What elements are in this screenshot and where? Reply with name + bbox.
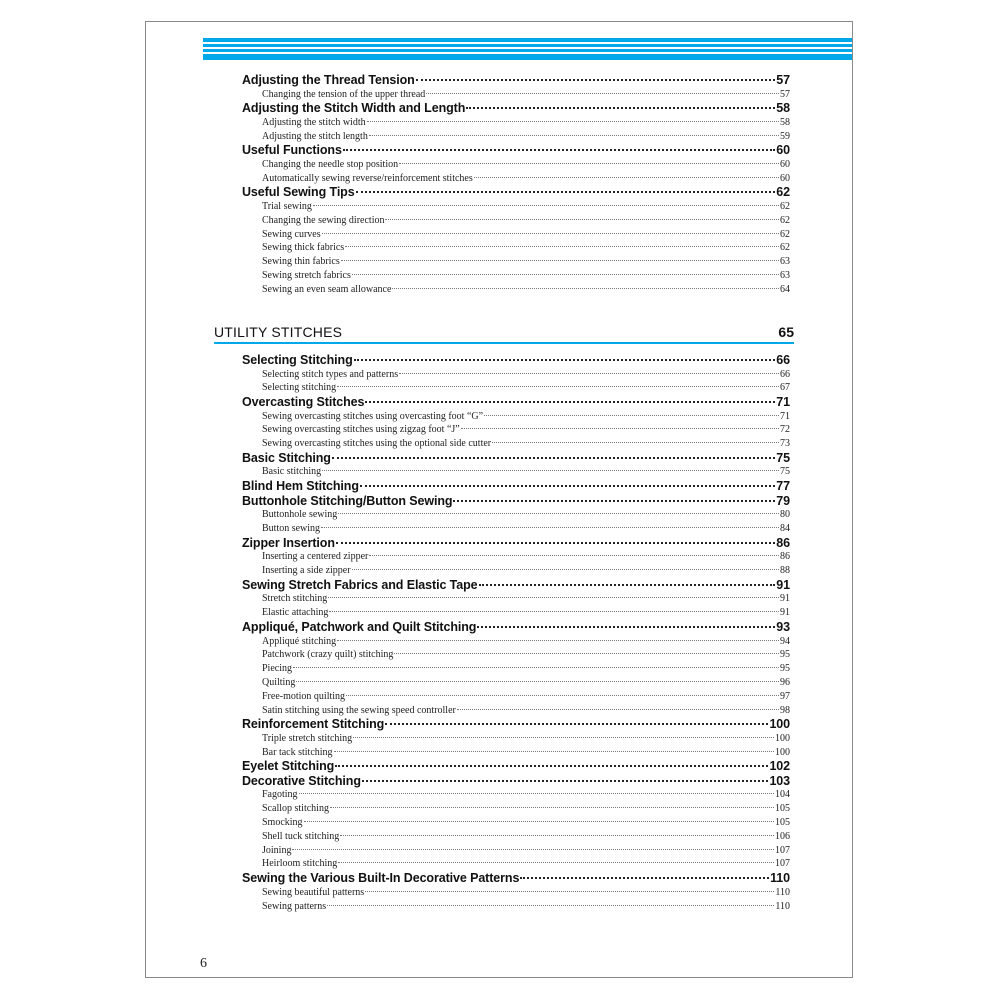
toc-subentry-title: Triple stretch stitching — [262, 732, 353, 744]
toc-entry-title: Overcasting Stitches — [242, 395, 365, 410]
toc-subentry-title: Sewing thin fabrics — [262, 256, 340, 268]
toc-subentry-title: Fagoting — [262, 789, 298, 801]
toc-subentry-title: Selecting stitching — [262, 382, 337, 394]
toc-subentry-page: 71 — [780, 410, 790, 422]
dot-leader — [362, 780, 769, 782]
dot-leader — [341, 260, 779, 261]
dot-leader — [466, 107, 775, 109]
toc-entry-title: Reinforcement Stitching — [242, 717, 385, 732]
toc-subentry-title: Quilting — [262, 676, 296, 688]
toc-subentry-title: Sewing beautiful patterns — [262, 886, 365, 898]
toc-subentry-title: Sewing an even seam allowance — [262, 283, 392, 295]
toc-subentry — [242, 172, 790, 186]
dot-leader — [385, 723, 768, 725]
toc-subentry — [242, 788, 790, 802]
toc-subentry — [242, 214, 790, 228]
toc-subentry-page: 60 — [780, 172, 790, 184]
toc-entry-page: 100 — [769, 717, 790, 732]
dot-leader — [328, 597, 779, 598]
toc-entry-page: 62 — [776, 185, 790, 200]
toc-subentry-page: 67 — [780, 382, 790, 394]
toc-subentry — [242, 368, 790, 382]
toc-subentry-page: 63 — [780, 256, 790, 268]
toc-subentry — [242, 816, 790, 830]
toc-subentry — [242, 606, 790, 620]
toc-subentry — [242, 88, 790, 102]
toc-subentry-page: 75 — [780, 466, 790, 478]
header-color-band — [203, 38, 852, 60]
toc-entry — [242, 395, 790, 410]
dot-leader — [338, 862, 774, 863]
toc-subentry — [242, 676, 790, 690]
toc-subentry-page: 100 — [775, 732, 790, 744]
toc-subentry-page: 98 — [780, 704, 790, 716]
toc-subentry-title: Shell tuck stitching — [262, 830, 340, 842]
toc-subentry-page: 59 — [780, 130, 790, 142]
toc-subentry — [242, 648, 790, 662]
dot-leader — [365, 891, 774, 892]
toc-subentry-title: Sewing overcasting stitches using overcasting foot “G” — [262, 410, 484, 422]
dot-leader — [337, 640, 779, 641]
dot-leader — [399, 163, 779, 164]
dot-leader — [369, 555, 779, 556]
toc-entry-title: Adjusting the Thread Tension — [242, 73, 415, 87]
toc-subentry — [242, 550, 790, 564]
dot-leader — [457, 709, 779, 710]
dot-leader — [321, 527, 779, 528]
toc-entry-title: Buttonhole Stitching/Button Sewing — [242, 493, 453, 508]
dot-leader — [334, 751, 774, 752]
toc-subentry — [242, 410, 790, 424]
toc-entry — [242, 494, 790, 509]
dot-leader — [296, 681, 779, 682]
dot-leader — [335, 765, 768, 767]
toc-subentry-title: Free-motion quilting — [262, 690, 346, 702]
toc-entry-page: 103 — [769, 773, 790, 788]
toc-subentry-page: 105 — [775, 803, 790, 815]
toc-entry-page: 102 — [769, 759, 790, 774]
toc-entry — [242, 185, 790, 200]
chapter-page: 65 — [778, 324, 794, 340]
toc-subentry-title: Sewing stretch fabrics — [262, 269, 351, 281]
toc-entry-title: Sewing the Various Built-In Decorative Patterns — [242, 871, 520, 886]
dot-leader — [477, 626, 775, 628]
toc-subentry-page: 73 — [780, 438, 790, 450]
dot-leader — [346, 695, 779, 696]
toc-subentry — [242, 564, 790, 578]
toc-subentry-title: Satin stitching using the sewing speed controller — [262, 704, 456, 716]
toc-subentry-title: Changing the needle stop position — [262, 158, 399, 170]
toc-subentry-title: Patchwork (crazy quilt) stitching — [262, 649, 394, 661]
dot-leader — [352, 569, 779, 570]
toc-subentry — [242, 228, 790, 242]
toc-subentry-title: Adjusting the stitch length — [262, 130, 368, 142]
toc-subentry-page: 95 — [780, 663, 790, 675]
toc-subentry — [242, 690, 790, 704]
toc-subentry — [242, 844, 790, 858]
toc-entry-title: Useful Functions — [242, 143, 342, 158]
toc-entry-page: 91 — [776, 577, 790, 592]
toc-subentry-title: Inserting a side zipper — [262, 565, 351, 577]
toc-entry — [242, 73, 790, 88]
toc-subentry — [242, 283, 790, 297]
toc-subentry-page: 84 — [780, 523, 790, 535]
toc-subentry — [242, 635, 790, 649]
dot-leader — [299, 793, 774, 794]
toc-subentry-page: 66 — [780, 368, 790, 380]
dot-leader — [385, 219, 779, 220]
toc-subentry — [242, 200, 790, 214]
toc-section-maintenance — [242, 73, 790, 297]
toc-subentry — [242, 255, 790, 269]
toc-subentry-title: Buttonhole sewing — [262, 509, 338, 521]
dot-leader — [343, 149, 775, 151]
toc-subentry-title: Changing the sewing direction — [262, 214, 385, 226]
toc-entry-title: Eyelet Stitching — [242, 759, 335, 774]
dot-leader — [345, 246, 779, 247]
toc-subentry-title: Joining — [262, 844, 292, 856]
toc-subentry-title: Automatically sewing reverse/reinforcement stitches — [262, 172, 473, 184]
chapter-title: UTILITY STITCHES — [214, 324, 343, 340]
toc-subentry — [242, 857, 790, 871]
chapter-heading — [214, 322, 794, 344]
toc-subentry-title: Sewing overcasting stitches using zigzag foot “J” — [262, 424, 460, 436]
toc-subentry-page: 110 — [775, 900, 790, 912]
toc-section-utility-stitches — [242, 353, 790, 913]
dot-leader — [329, 611, 779, 612]
toc-entry — [242, 578, 790, 593]
toc-entry-page: 110 — [770, 871, 790, 886]
dot-leader — [354, 359, 776, 361]
toc-entry-title: Adjusting the Stitch Width and Length — [242, 101, 466, 116]
dot-leader — [484, 415, 779, 416]
toc-subentry-page: 97 — [780, 690, 790, 702]
toc-subentry-title: Heirloom stitching — [262, 858, 338, 870]
toc-entry-title: Blind Hem Stitching — [242, 479, 359, 494]
toc-subentry — [242, 900, 790, 914]
toc-subentry-page: 95 — [780, 649, 790, 661]
toc-subentry-title: Appliqué stitching — [262, 635, 337, 647]
toc-entry-title: Basic Stitching — [242, 450, 331, 465]
toc-subentry-page: 63 — [780, 269, 790, 281]
dot-leader — [337, 386, 779, 387]
toc-subentry — [242, 522, 790, 536]
toc-subentry — [242, 662, 790, 676]
toc-subentry-page: 91 — [780, 607, 790, 619]
dot-leader — [453, 500, 775, 502]
toc-subentry-page: 100 — [775, 746, 790, 758]
toc-subentry-title: Sewing overcasting stitches using the optional side cutter — [262, 438, 492, 450]
dot-leader — [330, 807, 774, 808]
toc-subentry-title: Adjusting the stitch width — [262, 116, 366, 128]
toc-entry — [242, 717, 790, 732]
toc-entry — [242, 871, 790, 886]
dot-leader — [322, 233, 779, 234]
toc-subentry-page: 107 — [775, 858, 790, 870]
toc-entry-page: 75 — [776, 450, 790, 465]
toc-subentry — [242, 116, 790, 130]
toc-subentry-page: 64 — [780, 283, 790, 295]
toc-subentry-title: Trial sewing — [262, 200, 312, 212]
manual-page — [145, 21, 853, 978]
toc-subentry-page: 88 — [780, 565, 790, 577]
toc-entry-title: Appliqué, Patchwork and Quilt Stitching — [242, 620, 477, 635]
dot-leader — [367, 121, 779, 122]
toc-subentry — [242, 130, 790, 144]
toc-subentry-title: Selecting stitch types and patterns — [262, 368, 399, 380]
dot-leader — [416, 79, 776, 81]
toc-entry-page: 86 — [776, 535, 790, 550]
toc-entry-page: 71 — [776, 395, 790, 410]
toc-entry-title: Sewing Stretch Fabrics and Elastic Tape — [242, 577, 478, 592]
dot-leader — [461, 428, 779, 429]
toc-subentry-page: 62 — [780, 242, 790, 254]
toc-subentry-title: Changing the tension of the upper thread — [262, 88, 426, 100]
toc-subentry — [242, 886, 790, 900]
toc-entry — [242, 620, 790, 635]
toc-subentry-page: 62 — [780, 200, 790, 212]
page-number: 6 — [200, 956, 207, 971]
toc-subentry — [242, 830, 790, 844]
dot-leader — [360, 485, 775, 487]
toc-entry — [242, 774, 790, 789]
dot-leader — [322, 470, 779, 471]
toc-subentry-title: Piecing — [262, 663, 292, 675]
toc-entry-page: 79 — [776, 493, 790, 508]
toc-subentry-page: 86 — [780, 551, 790, 563]
toc-entry — [242, 353, 790, 368]
toc-subentry-title: Inserting a centered zipper — [262, 551, 369, 563]
toc-subentry-page: 57 — [780, 88, 790, 100]
toc-subentry — [242, 802, 790, 816]
toc-entry-page: 77 — [776, 479, 790, 494]
toc-entry — [242, 143, 790, 158]
dot-leader — [392, 288, 779, 289]
dot-leader — [426, 93, 779, 94]
toc-subentry — [242, 437, 790, 451]
dot-leader — [356, 191, 776, 193]
toc-subentry-page: 96 — [780, 676, 790, 688]
toc-subentry-title: Sewing thick fabrics — [262, 242, 345, 254]
dot-leader — [313, 205, 779, 206]
toc-subentry-page: 72 — [780, 424, 790, 436]
toc-subentry-page: 106 — [775, 830, 790, 842]
dot-leader — [304, 821, 774, 822]
toc-entry-title: Zipper Insertion — [242, 535, 335, 550]
toc-subentry-page: 94 — [780, 635, 790, 647]
toc-entry-title: Useful Sewing Tips — [242, 185, 355, 200]
toc-subentry — [242, 241, 790, 255]
toc-subentry-title: Sewing curves — [262, 228, 321, 240]
toc-subentry — [242, 732, 790, 746]
toc-entry-title: Decorative Stitching — [242, 773, 361, 788]
toc-subentry-title: Stretch stitching — [262, 593, 328, 605]
dot-leader — [479, 584, 776, 586]
dot-leader — [327, 905, 774, 906]
dot-leader — [474, 177, 779, 178]
toc-subentry — [242, 508, 790, 522]
toc-entry-page: 60 — [776, 143, 790, 158]
toc-subentry-title: Sewing patterns — [262, 900, 327, 912]
toc-entry-page: 57 — [776, 73, 790, 87]
toc-subentry — [242, 465, 790, 479]
toc-subentry-title: Smocking — [262, 817, 303, 829]
toc-entry-page: 93 — [776, 620, 790, 635]
dot-leader — [394, 653, 779, 654]
toc-subentry-page: 110 — [775, 886, 790, 898]
dot-leader — [332, 457, 775, 459]
toc-subentry-page: 60 — [780, 158, 790, 170]
toc-subentry-page: 105 — [775, 817, 790, 829]
toc-subentry-title: Button sewing — [262, 523, 321, 535]
toc-subentry — [242, 746, 790, 760]
dot-leader — [338, 513, 779, 514]
toc-entry — [242, 536, 790, 551]
dot-leader — [293, 667, 779, 668]
toc-subentry-page: 62 — [780, 228, 790, 240]
toc-subentry — [242, 381, 790, 395]
toc-subentry-page: 62 — [780, 214, 790, 226]
toc-entry-page: 58 — [776, 101, 790, 116]
toc-subentry — [242, 158, 790, 172]
dot-leader — [336, 542, 775, 544]
toc-entry-page: 66 — [776, 353, 790, 367]
dot-leader — [492, 442, 779, 443]
toc-entry — [242, 101, 790, 116]
dot-leader — [353, 737, 774, 738]
dot-leader — [352, 274, 779, 275]
toc-entry-title: Selecting Stitching — [242, 353, 353, 367]
dot-leader — [365, 401, 775, 403]
toc-subentry — [242, 592, 790, 606]
toc-subentry — [242, 423, 790, 437]
dot-leader — [369, 135, 779, 136]
toc-entry — [242, 451, 790, 466]
toc-subentry-page: 91 — [780, 593, 790, 605]
dot-leader — [399, 373, 779, 374]
dot-leader — [520, 877, 769, 879]
dot-leader — [340, 835, 774, 836]
toc-subentry-title: Scallop stitching — [262, 803, 329, 815]
dot-leader — [292, 849, 774, 850]
toc-subentry-page: 58 — [780, 116, 790, 128]
toc-entry — [242, 759, 790, 774]
toc-subentry — [242, 704, 790, 718]
toc-entry — [242, 479, 790, 494]
toc-subentry-title: Elastic attaching — [262, 607, 329, 619]
toc-subentry-title: Bar tack stitching — [262, 746, 333, 758]
toc-subentry-title: Basic stitching — [262, 466, 322, 478]
toc-subentry-page: 107 — [775, 844, 790, 856]
toc-subentry — [242, 269, 790, 283]
toc-subentry-page: 104 — [775, 789, 790, 801]
toc-subentry-page: 80 — [780, 509, 790, 521]
